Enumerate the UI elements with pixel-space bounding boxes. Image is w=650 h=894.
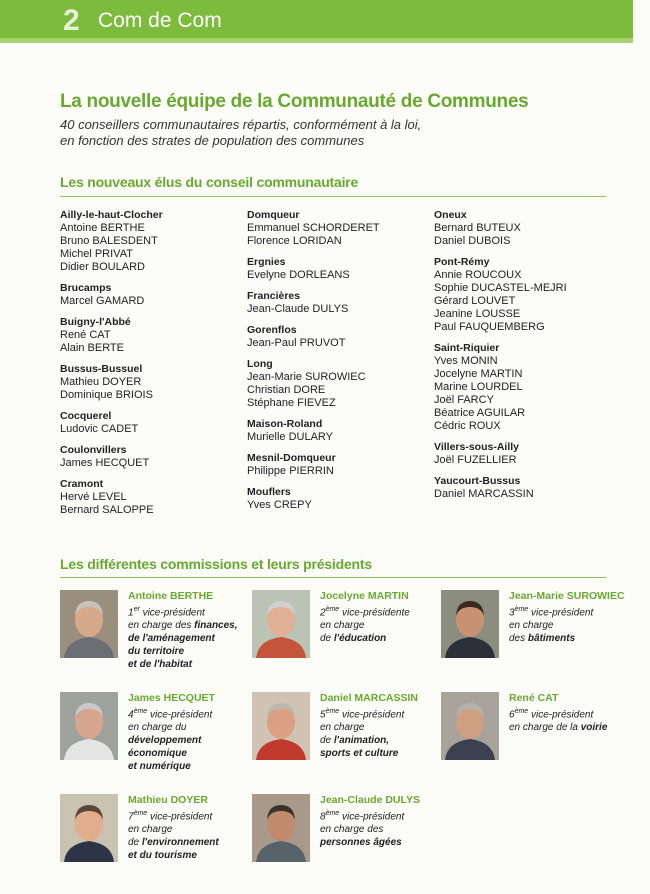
rank-number: 5 (320, 709, 326, 721)
member-name: Florence LORIDAN (247, 235, 342, 247)
commune-group (247, 452, 427, 478)
member-name: Dominique BRIOIS (60, 389, 153, 401)
line-emphasis: bâtiments (527, 633, 576, 645)
commune-name: Villers-sous-Ailly (434, 441, 520, 453)
president-role (320, 705, 442, 721)
member-name: Annie ROUCOUX (434, 269, 522, 281)
line-emphasis: l'animation, (333, 735, 390, 747)
president-info (320, 590, 442, 645)
president-info (128, 794, 250, 862)
rank-suffix: ème (514, 708, 529, 715)
rank-number: 2 (320, 607, 326, 619)
member-name: Bruno BALESDENT (60, 235, 158, 247)
commune-group (434, 441, 614, 467)
responsibility-line (320, 747, 442, 760)
responsibility-line (128, 645, 250, 658)
role-label: vice-président (339, 709, 405, 721)
responsibility-line (509, 721, 631, 734)
rank-suffix: er (133, 606, 140, 613)
member-name: Philippe PIERRIN (247, 465, 334, 477)
president-name: Daniel MARCASSIN (320, 692, 419, 704)
president-card-1 (60, 590, 250, 670)
commune-name: Ailly-le-haut-Clocher (60, 209, 163, 221)
commune-group (247, 418, 427, 444)
responsibility-line (128, 823, 250, 836)
commune-group (60, 444, 240, 470)
president-name: René CAT (509, 692, 559, 704)
role-label: vice-président (339, 811, 405, 823)
rank-number: 1 (128, 607, 134, 619)
line-text: en charge (128, 824, 173, 836)
president-name: Mathieu DOYER (128, 794, 208, 806)
portrait-photo (60, 692, 118, 760)
responsibility-line (128, 849, 250, 862)
responsibility-line (509, 619, 631, 632)
member-name: Jean-Marie SUROWIEC (247, 371, 366, 383)
commune-group (434, 209, 614, 248)
line-emphasis: économique (128, 748, 187, 760)
responsibility-line (128, 734, 250, 747)
line-emphasis: et numérique (128, 761, 191, 773)
president-card-3 (441, 590, 631, 670)
president-name: James HECQUET (128, 692, 215, 704)
line-text: des (509, 633, 528, 645)
member-name: Hervé LEVEL (60, 491, 127, 503)
commune-name: Buigny-l'Abbé (60, 316, 131, 328)
subtitle-line-2: en fonction des strates de population des communes (60, 133, 365, 148)
commune-name: Bussus-Bussuel (60, 363, 143, 375)
member-name: Marcel GAMARD (60, 295, 145, 307)
member-name: Didier BOULARD (60, 261, 145, 273)
member-name: Yves CREPY (247, 499, 312, 511)
page-title: La nouvelle équipe de la Communauté de Communes (60, 91, 529, 112)
line-text: en charge (320, 620, 365, 632)
responsibility-line (128, 747, 250, 760)
commissions-divider (60, 577, 606, 578)
president-name: Jean-Marie SUROWIEC (509, 590, 625, 602)
elus-heading: Les nouveaux élus du conseil communautaire (60, 174, 359, 190)
commissions-heading: Les différentes commissions et leurs présidents (60, 556, 372, 572)
president-info (320, 794, 442, 849)
responsibility-line (320, 619, 442, 632)
commune-group (247, 358, 427, 410)
line-text: en charge (509, 620, 554, 632)
responsibility-line (128, 760, 250, 773)
president-role (509, 705, 631, 721)
line-emphasis: finances, (194, 620, 238, 632)
elus-divider (60, 196, 606, 197)
member-name: Paul FAUQUEMBERG (434, 321, 545, 333)
commune-group (434, 475, 614, 501)
commune-name: Cocquerel (60, 410, 112, 422)
president-name: Jean-Claude DULYS (320, 794, 420, 806)
elus-column-3 (434, 209, 614, 509)
member-name: Ludovic CADET (60, 423, 139, 435)
member-name: Jocelyne MARTIN (434, 368, 523, 380)
line-emphasis: et de l'habitat (128, 659, 193, 671)
president-name: Antoine BERTHE (128, 590, 214, 602)
member-name: Joël FARCY (434, 394, 494, 406)
rank-suffix: ème (514, 606, 529, 613)
subtitle-line-1: 40 conseillers communautaires répartis, conformément à la loi, (60, 117, 422, 132)
line-emphasis: l'éducation (333, 633, 387, 645)
commune-name: Maison-Roland (247, 418, 323, 430)
commune-name: Yaucourt-Bussus (434, 475, 521, 487)
commune-group (247, 290, 427, 316)
commune-name: Saint-Riquier (434, 342, 500, 354)
commune-name: Cramont (60, 478, 104, 490)
responsibility-line (320, 632, 442, 645)
role-label: vice-président (528, 709, 594, 721)
commune-group (247, 486, 427, 512)
member-name: Jeanine LOUSSE (434, 308, 521, 320)
line-emphasis: l'environnement (141, 837, 219, 849)
president-role (320, 603, 442, 619)
commune-name: Gorenflos (247, 324, 297, 336)
commune-group (434, 342, 614, 433)
commune-group (247, 324, 427, 350)
commune-name: Mouflers (247, 486, 291, 498)
rank-number: 3 (509, 607, 515, 619)
member-name: Cédric ROUX (434, 420, 501, 432)
rank-number: 8 (320, 811, 326, 823)
line-emphasis: développement (128, 735, 202, 747)
member-name: Marine LOURDEL (434, 381, 523, 393)
president-name: Jocelyne MARTIN (320, 590, 409, 602)
line-text: en charge du (128, 722, 187, 734)
role-label: vice-président (147, 709, 213, 721)
president-info (509, 590, 631, 645)
member-name: Antoine BERTHE (60, 222, 145, 234)
president-role (128, 705, 250, 721)
line-text: en charge (320, 722, 365, 734)
commune-group (60, 316, 240, 355)
member-name: Jean-Claude DULYS (247, 303, 349, 315)
member-name: René CAT (60, 329, 111, 341)
commune-name: Oneux (434, 209, 467, 221)
responsibility-line (320, 721, 442, 734)
member-name: Evelyne DORLEANS (247, 269, 350, 281)
rank-suffix: ème (133, 810, 148, 817)
member-name: Jean-Paul PRUVOT (247, 337, 346, 349)
line-text: de (320, 633, 334, 645)
responsibility-line (320, 734, 442, 747)
president-card-8 (252, 794, 442, 874)
commune-group (60, 410, 240, 436)
line-text: de (320, 735, 334, 747)
president-info (509, 692, 631, 734)
rank-suffix: ème (325, 810, 340, 817)
role-label: vice-président (147, 811, 213, 823)
responsibility-line (320, 823, 442, 836)
member-name: Daniel MARCASSIN (434, 488, 534, 500)
responsibility-line (128, 619, 250, 632)
rank-suffix: ème (325, 708, 340, 715)
responsibility-line (509, 632, 631, 645)
president-role (509, 603, 631, 619)
commune-name: Coulonvillers (60, 444, 127, 456)
section-number: 2 (63, 4, 80, 37)
member-name: James HECQUET (60, 457, 150, 469)
line-emphasis: sports et culture (320, 748, 399, 760)
elus-column-2 (247, 209, 427, 520)
member-name: Sophie DUCASTEL-MEJRI (434, 282, 567, 294)
section-title: Com de Com (98, 9, 222, 32)
commune-group (60, 478, 240, 517)
rank-suffix: ème (325, 606, 340, 613)
responsibility-line (320, 836, 442, 849)
president-card-7 (60, 794, 250, 874)
header-strip (0, 38, 633, 43)
portrait-photo (252, 794, 310, 862)
member-name: Béatrice AGUILAR (434, 407, 526, 419)
line-emphasis: du territoire (128, 646, 185, 658)
commune-name: Domqueur (247, 209, 300, 221)
commune-name: Francières (247, 290, 301, 302)
elus-column-1 (60, 209, 240, 525)
member-name: Alain BERTE (60, 342, 124, 354)
commune-name: Ergnies (247, 256, 286, 268)
line-text: de (128, 837, 142, 849)
line-emphasis: de l'aménagement (128, 633, 215, 645)
president-role (128, 603, 250, 619)
president-info (320, 692, 442, 760)
commune-group (247, 209, 427, 248)
commune-name: Mesnil-Domqueur (247, 452, 336, 464)
rank-number: 4 (128, 709, 134, 721)
president-role (320, 807, 442, 823)
commune-name: Pont-Rémy (434, 256, 490, 268)
portrait-photo (441, 692, 499, 760)
member-name: Bernard SALOPPE (60, 504, 154, 516)
portrait-photo (252, 692, 310, 760)
member-name: Mathieu DOYER (60, 376, 142, 388)
line-emphasis: voirie (580, 722, 608, 734)
president-card-5 (252, 692, 442, 772)
member-name: Yves MONIN (434, 355, 498, 367)
commune-name: Long (247, 358, 273, 370)
role-label: vice-président (528, 607, 594, 619)
responsibility-line (128, 721, 250, 734)
commune-group (434, 256, 614, 334)
rank-number: 7 (128, 811, 134, 823)
rank-number: 6 (509, 709, 515, 721)
rank-suffix: ème (133, 708, 148, 715)
president-card-6 (441, 692, 631, 772)
role-label: vice-présidente (339, 607, 410, 619)
header-bar (0, 0, 633, 43)
member-name: Emmanuel SCHORDERET (247, 222, 380, 234)
portrait-photo (60, 590, 118, 658)
line-text: en charge des (320, 824, 384, 836)
president-info (128, 692, 250, 773)
line-emphasis: personnes âgées (320, 837, 402, 849)
portrait-photo (441, 590, 499, 658)
president-card-4 (60, 692, 250, 772)
responsibility-line (128, 836, 250, 849)
member-name: Bernard BUTEUX (434, 222, 521, 234)
member-name: Joël FUZELLIER (434, 454, 517, 466)
line-emphasis: et du tourisme (128, 850, 197, 862)
president-card-2 (252, 590, 442, 670)
line-text: en charge de la (509, 722, 581, 734)
responsibility-line (128, 658, 250, 671)
member-name: Stéphane FIEVEZ (247, 397, 336, 409)
responsibility-line (128, 632, 250, 645)
member-name: Daniel DUBOIS (434, 235, 511, 247)
commune-name: Brucamps (60, 282, 112, 294)
role-label: vice-président (139, 607, 205, 619)
president-role (128, 807, 250, 823)
president-info (128, 590, 250, 671)
commune-group (60, 363, 240, 402)
portrait-photo (252, 590, 310, 658)
member-name: Michel PRIVAT (60, 248, 133, 260)
member-name: Murielle DULARY (247, 431, 333, 443)
member-name: Gérard LOUVET (434, 295, 516, 307)
line-text: en charge des (128, 620, 195, 632)
portrait-photo (60, 794, 118, 862)
commune-group (247, 256, 427, 282)
commune-group (60, 282, 240, 308)
commune-group (60, 209, 240, 274)
member-name: Christian DORE (247, 384, 326, 396)
